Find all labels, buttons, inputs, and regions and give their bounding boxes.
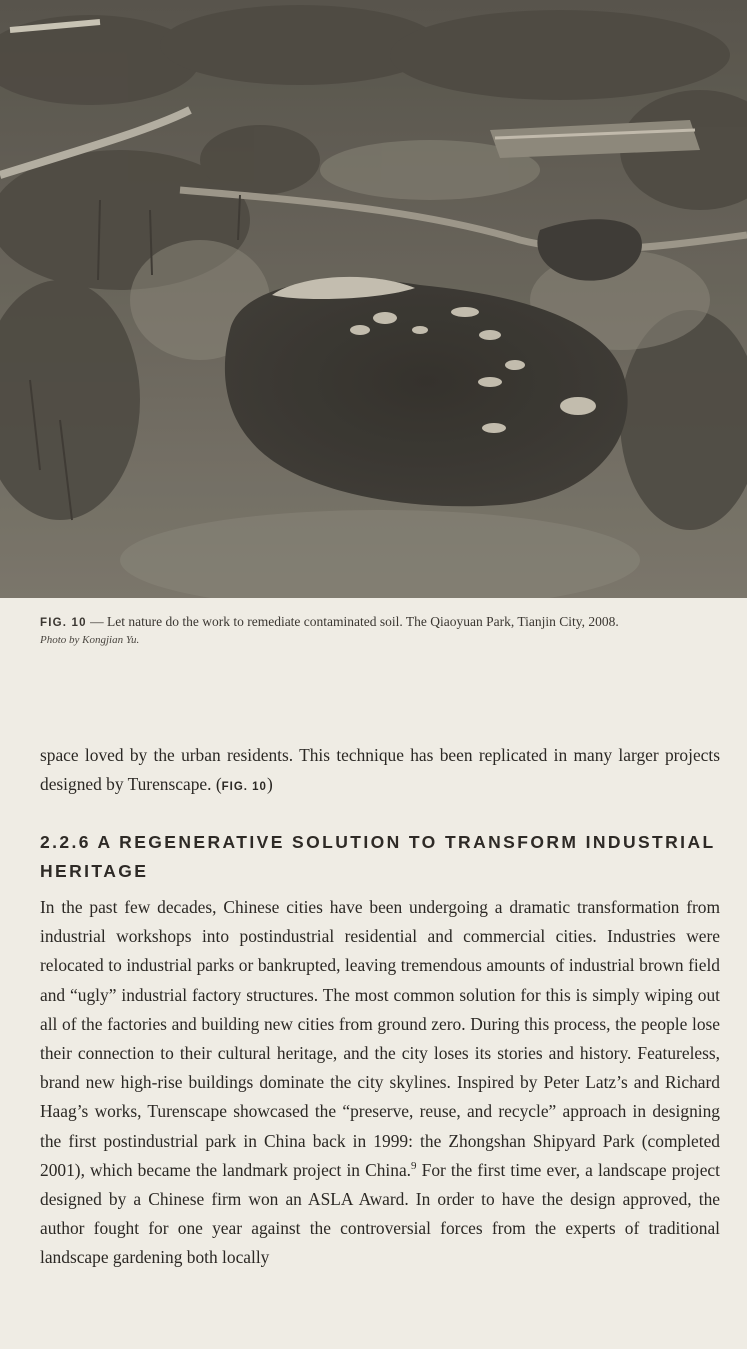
body-text-part-1: In the past few decades, Chinese cities have been undergoing a dramatic transformation from industrial workshops into postindustrial residential and commercial cities. Industries were relocated to industrial parks or bankrupted, leaving tremendous amounts of industrial brown field and “ugly” industrial factory structures. The most common solution for this is simply wiping out all of the factories and building new cities from ground zero. During this process, the people lose their connection to their cultural heritage, and the city loses its stories and history. Featureless, brand new high-rise buildings dominate the city skylines. Inspired by Peter Latz’s and Richard Haag’s works, Turenscape showcased the “preserve, reuse, and recycle” approach in designing the first postindustrial park in China back in 1999: the Zhongshan Shipyard Park (completed 2001), which became the landmark project in China.: [40, 897, 720, 1180]
body-paragraph: [40, 893, 720, 1273]
section-heading: 2.2.6 A REGENERATIVE SOLUTION TO TRANSFORM INDUSTRIAL HERITAGE: [40, 832, 716, 881]
caption-dash: —: [86, 614, 107, 629]
caption-text: Let nature do the work to remediate contaminated soil. The Qiaoyuan Park, Tianjin City, 2008.: [107, 614, 619, 629]
photo-credit: Photo by Kongjian Yu.: [40, 634, 140, 646]
figure-reference: FIG. 10: [221, 781, 267, 794]
intro-close: ): [266, 774, 273, 795]
intro-text: space loved by the urban residents. This technique has been replicated in many larger projects designed by Turenscape. (: [40, 745, 720, 795]
figure-label: FIG. 10: [40, 617, 87, 629]
body-text-part-2: For the first time ever, a landscape project designed by a Chinese firm won an ASLA Award. In order to have the design approved, the author fought for one year against the controversial forces from the experts of traditional landscape gardening both locally: [40, 1159, 720, 1268]
footnote-marker: 9: [411, 1160, 417, 1173]
figure-caption: [40, 612, 720, 648]
park-photograph: [0, 0, 747, 598]
intro-paragraph: [40, 741, 720, 802]
park-photo-illustration: [0, 0, 747, 598]
